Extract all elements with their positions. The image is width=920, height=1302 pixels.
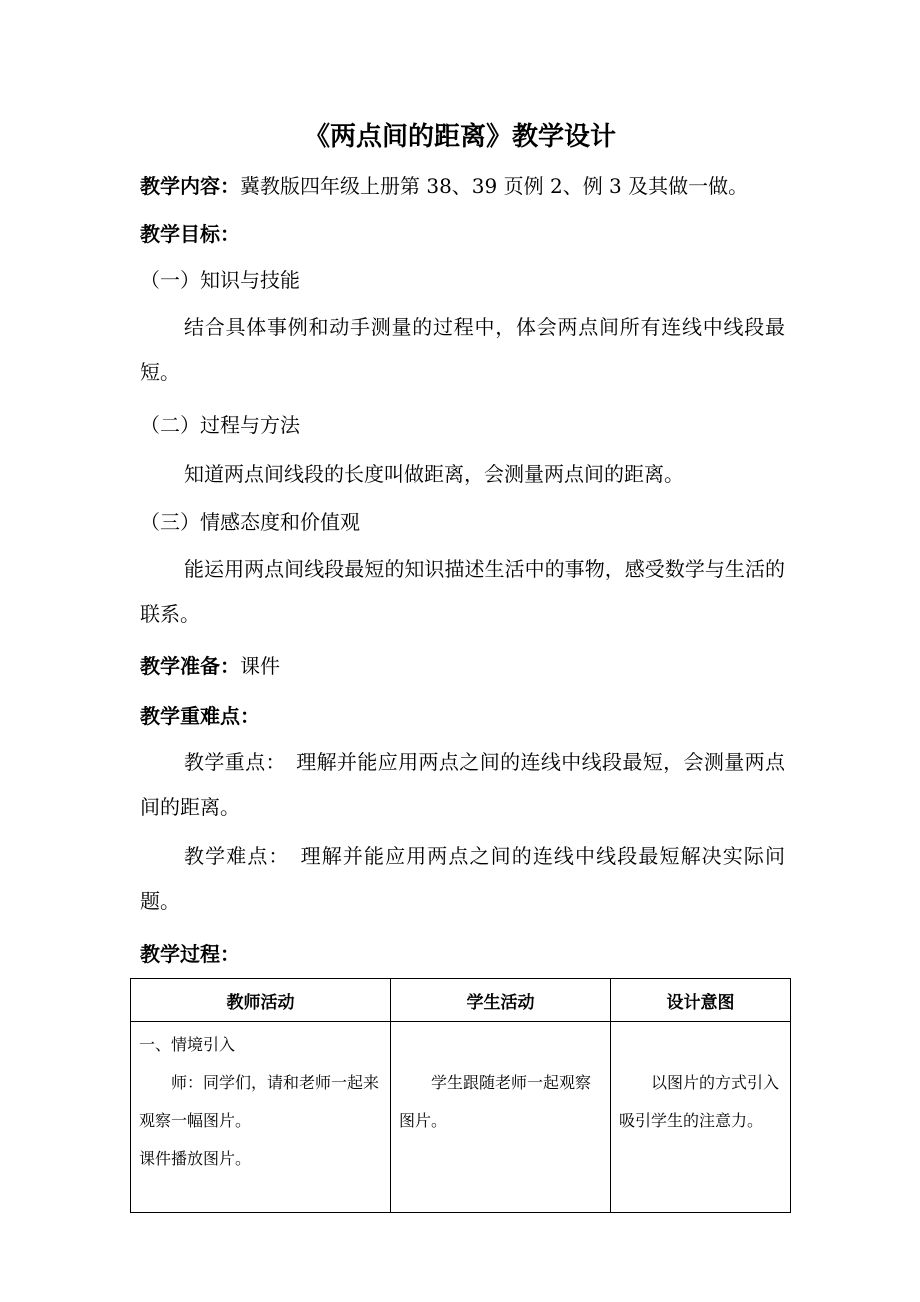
column-header-intent: 设计意图	[611, 979, 791, 1022]
teaching-process-heading	[140, 940, 240, 968]
goal-section-body: 结合具体事例和动手测量的过程中，体会两点间所有连线中线段最短。	[140, 315, 785, 384]
table-header-row	[131, 979, 791, 1022]
key-points-label: 教学重难点：	[140, 704, 260, 728]
document-title: 《两点间的距离》教学设计	[303, 122, 616, 152]
design-intent-text: 以图片的方式引入吸引学生的注意力。	[619, 1073, 780, 1130]
design-intent-cell	[611, 1022, 791, 1213]
teacher-activity-title: 一、情境引入	[139, 1035, 236, 1054]
table-row	[131, 1022, 791, 1213]
student-activity-cell	[391, 1022, 611, 1213]
key-points-heading	[140, 702, 260, 730]
teaching-prep-text: 课件	[240, 654, 280, 678]
teaching-goals-heading	[140, 220, 240, 248]
column-header-teacher: 教师活动	[131, 979, 391, 1022]
teacher-activity-note: 课件播放图片。	[139, 1149, 252, 1168]
goal-section-body: 能运用两点间线段最短的知识描述生活中的事物，感受数学与生活的联系。	[140, 557, 785, 626]
teaching-prep-label: 教学准备：	[140, 654, 240, 678]
teaching-goals-label: 教学目标：	[140, 222, 240, 246]
teacher-activity-text: 师：同学们，请和老师一起来观察一幅图片。	[139, 1073, 380, 1130]
key-point-text: 教学重点： 理解并能应用两点之间的连线中线段最短，会测量两点间的距离。	[140, 750, 785, 819]
goal-section-heading: （一）知识与技能	[140, 268, 300, 292]
teaching-content-label: 教学内容：	[140, 174, 240, 198]
teacher-activity-cell	[131, 1022, 391, 1213]
teaching-content-line	[140, 172, 748, 200]
difficult-point-text: 教学难点： 理解并能应用两点之间的连线中线段最短解决实际问题。	[140, 844, 785, 913]
goal-section-heading: （三）情感态度和价值观	[140, 510, 360, 534]
teaching-process-table	[130, 978, 791, 1213]
column-header-student: 学生活动	[391, 979, 611, 1022]
student-activity-text: 学生跟随老师一起观察图片。	[399, 1073, 592, 1130]
teaching-content-text: 冀教版四年级上册第 38、39 页例 2、例 3 及其做一做。	[240, 174, 749, 198]
teaching-prep-line	[140, 652, 280, 680]
teaching-process-label: 教学过程：	[140, 942, 240, 966]
goal-section-body: 知道两点间线段的长度叫做距离，会测量两点间的距离。	[184, 462, 684, 486]
goal-section-heading: （二）过程与方法	[140, 413, 300, 437]
